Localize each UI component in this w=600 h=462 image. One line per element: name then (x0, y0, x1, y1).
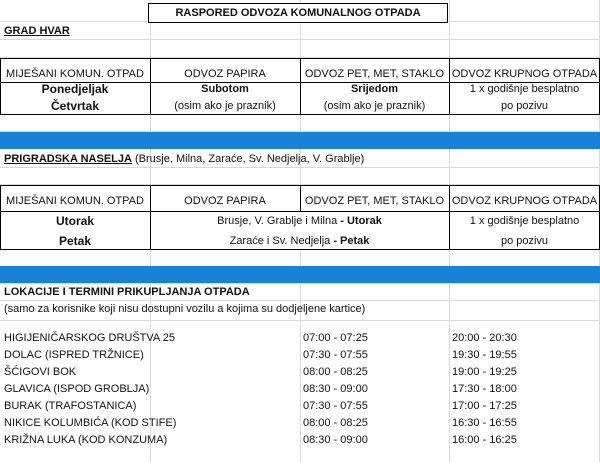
prig-krupni-1: 1 x godišnje besplatno (469, 215, 580, 227)
location-time: 16:00 - 16:25 (452, 434, 517, 446)
prigradska-heading: PRIGRADSKA NASELJA (4, 153, 132, 165)
location-time: 08:00 - 08:25 (303, 366, 368, 378)
grad-papir-day: Subotom (201, 83, 249, 95)
grad-header-mijesani: MIJEŠANI KOMUN. OTPAD (6, 68, 144, 80)
location-name: BURAK (TRAFOSTANICA) (4, 400, 137, 412)
grad-krupni-1: 1 x godišnje besplatno (469, 83, 580, 95)
section-divider-band (0, 266, 600, 283)
location-name: NIKICE KOLUMBIĆA (KOD STIFE) (4, 417, 177, 429)
location-name: KRIŽNA LUKA (KOD KONZUMA) (4, 434, 168, 446)
grad-krupni-2: po pozivu (500, 100, 549, 112)
location-time: 19:30 - 19:55 (452, 349, 517, 361)
location-time: 19:00 - 19:25 (452, 366, 517, 378)
grad-day-2: Četvrtak (50, 99, 100, 113)
location-name: ŠĆIGOVI BOK (4, 366, 77, 378)
prigradska-villages: (Brusje, Milna, Zaraće, Sv. Nedjelja, V. Grablje) (131, 153, 365, 165)
location-time: 08:00 - 08:25 (303, 417, 368, 429)
location-time: 07:00 - 07:25 (303, 332, 368, 344)
prig-day-2: Petak (58, 234, 92, 248)
location-time: 17:00 - 17:25 (452, 400, 517, 412)
lokacije-note: (samo za korisnike koji nisu dostupni vozilu a kojima su dodjeljene kartice) (4, 303, 366, 315)
lokacije-heading: LOKACIJE I TERMINI PRIKUPLJANJA OTPADA (4, 286, 250, 298)
prig-header-pet: ODVOZ PET, MET, STAKLO (304, 195, 445, 207)
prig-day-1: Utorak (55, 214, 94, 228)
prig-krupni-2: po pozivu (500, 235, 549, 247)
prig-schedule-1: Brusje, V. Grablje i Milna - Utorak (217, 215, 382, 227)
page-title: RASPORED ODVOZA KOMUNALNOG OTPADA (175, 7, 421, 19)
prig-schedule-2: Zaraće i Sv. Nedjelja - Petak (229, 235, 370, 247)
grad-papir-note: (osim ako je praznik) (174, 100, 276, 112)
prig-header-mijesani: MIJEŠANI KOMUN. OTPAD (6, 195, 144, 207)
grad-pet-day: Srijedom (350, 83, 399, 95)
prig-header-papir: ODVOZ PAPIRA (184, 195, 266, 207)
location-name: GLAVICA (ISPOD GROBLJA) (4, 383, 150, 395)
location-time: 16:30 - 16:55 (452, 417, 517, 429)
grad-pet-note: (osim ako je praznik) (323, 100, 426, 112)
location-time: 08:30 - 09:00 (303, 434, 368, 446)
prigradska-heading-line (4, 151, 364, 167)
location-time: 07:30 - 07:55 (303, 349, 368, 361)
grad-header-pet: ODVOZ PET, MET, STAKLO (304, 68, 445, 80)
section-divider-band (0, 132, 600, 149)
location-name: HIGIJENIČARSKOG DRUŠTVA 25 (4, 332, 175, 344)
grad-header-krupni: ODVOZ KRUPNOG OTPADA (451, 68, 598, 80)
location-time: 07:30 - 07:55 (303, 400, 368, 412)
location-name: DOLAC (ISPRED TRŽNICE) (4, 349, 144, 361)
grad-hvar-heading: GRAD HVAR (4, 25, 70, 37)
grad-header-papir: ODVOZ PAPIRA (184, 68, 266, 80)
location-time: 08:30 - 09:00 (303, 383, 368, 395)
location-time: 17:30 - 18:00 (452, 383, 517, 395)
location-time: 20:00 - 20:30 (452, 332, 517, 344)
prig-header-krupni: ODVOZ KRUPNOG OTPADA (451, 195, 598, 207)
grad-day-1: Ponedjeljak (41, 82, 109, 96)
